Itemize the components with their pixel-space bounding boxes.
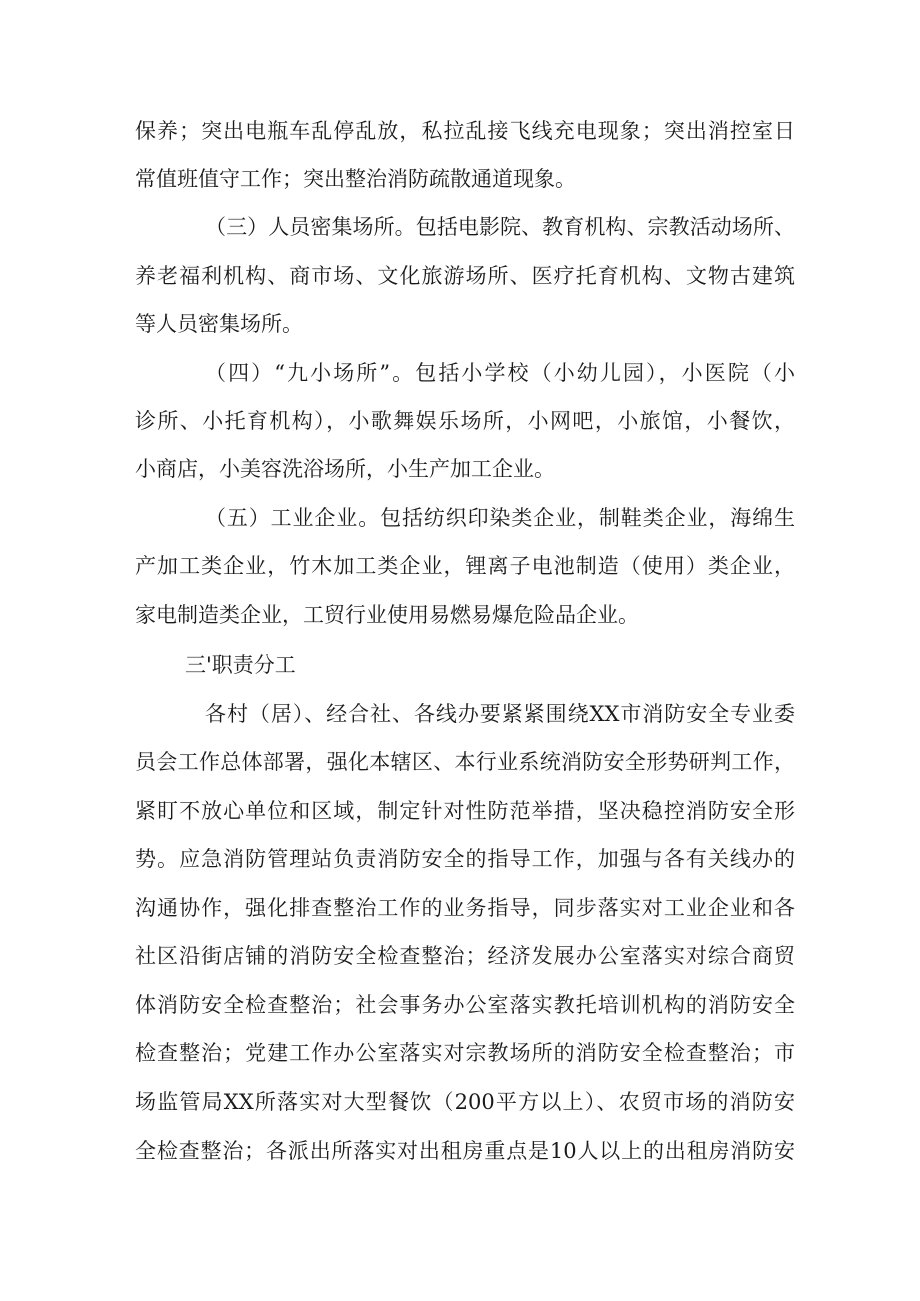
body-text-line: 体消防安全检查整治；社会事务办公室落实教托培训机构的消防安全 bbox=[135, 993, 795, 1017]
body-text-line: 全检查整治；各派出所落实对出租房重点是10人以上的出租房消防安 bbox=[135, 1139, 795, 1163]
paragraph-first-line: （五）工业企业。包括纺织印染类企业，制鞋类企业，海绵生 bbox=[205, 506, 795, 530]
body-text-line: 员会工作总体部署，强化本辖区、本行业系统消防安全形势研判工作， bbox=[135, 750, 795, 774]
body-text-line: 势。应急消防管理站负责消防安全的指导工作，加强与各有关线办的 bbox=[135, 847, 795, 871]
body-text-line: 产加工类企业，竹木加工类企业，锂离子电池制造（使用）类企业， bbox=[135, 554, 795, 578]
paragraph-first-line: （三）人员密集场所。包括电影院、教育机构、宗教活动场所、 bbox=[205, 215, 795, 239]
body-text-line: 沟通协作，强化排查整治工作的业务指导，同步落实对工业企业和各 bbox=[135, 896, 795, 920]
paragraph-first-line: （四）“九小场所”。包括小学校（小幼儿园），小医院（小 bbox=[205, 361, 795, 385]
body-text-line: 等人员密集场所。 bbox=[135, 312, 303, 336]
body-text-line: 检查整治；党建工作办公室落实对宗教场所的消防安全检查整治；市 bbox=[135, 1041, 795, 1065]
body-text-line: 紧盯不放心单位和区域，制定针对性防范举措，坚决稳控消防安全形 bbox=[135, 799, 795, 823]
body-text-line: 保养；突出电瓶车乱停乱放，私拉乱接飞线充电现象；突出消控室日 bbox=[135, 119, 795, 143]
body-text-line: 诊所、小托育机构），小歌舞娱乐场所，小网吧，小旅馆，小餐饮， bbox=[135, 409, 795, 433]
body-text-line: 家电制造类企业，工贸行业使用易燃易爆危险品企业。 bbox=[135, 603, 639, 627]
paragraph-first-line: 各村（居）、经合社、各线办要紧紧围绕XX市消防安全专业委 bbox=[205, 702, 795, 726]
body-text-line: 常值班值守工作；突出整治消防疏散通道现象。 bbox=[135, 167, 576, 191]
body-text-line: 社区沿街店铺的消防安全检查整治；经济发展办公室落实对综合商贸 bbox=[135, 944, 795, 968]
body-text-line: 场监管局XX所落实对大型餐饮（200平方以上）、农贸市场的消防安 bbox=[135, 1090, 795, 1114]
body-text-line: 小商店，小美容洗浴场所，小生产加工企业。 bbox=[135, 457, 555, 481]
section-heading: 三'职责分工 bbox=[185, 653, 296, 677]
body-text-line: 养老福利机构、商市场、文化旅游场所、医疗托育机构、文物古建筑 bbox=[135, 264, 795, 288]
